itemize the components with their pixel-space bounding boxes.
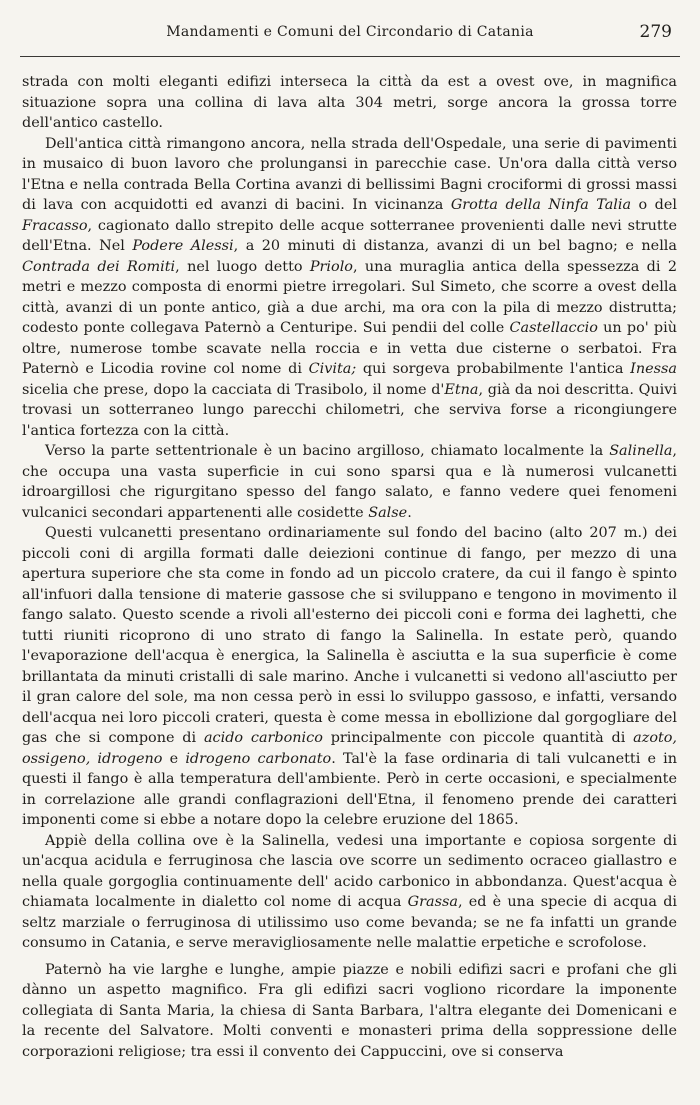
text-run: Appiè della collina ove è la Salinella, vedesi una importante e copiosa sorgente di un'acqua acidula e ferruginosa che lascia ove scorre un sedimento ocraceo giallastro e nella quale gorgoglia continuamente dell' acido carbonico in abbondanza. Quest'acqua è chiamata localmente in dialetto col nome di acqua bbox=[22, 832, 677, 910]
italic-term: acido carbonico bbox=[203, 730, 323, 746]
italic-term: Inessa bbox=[630, 361, 677, 377]
paragraph bbox=[22, 831, 677, 954]
text-run: , cagionato dallo strepito delle acque sotterranee provenienti dalle nevi strutte dell'Etna. Nel bbox=[22, 217, 677, 254]
text-run: , una muraglia antica della spessezza di 2 metri e mezzo composta di enormi pietre irregolari. Sul Simeto, che scorre a ovest della città, avanzi di un ponte antico, già a due archi, ma ora con la pila di mezzo distrutta; codesto ponte collegava Paternò a Centuripe. Sui pendii del colle bbox=[22, 258, 677, 336]
italic-term: Civita; bbox=[308, 361, 357, 377]
italic-term: Salinella bbox=[609, 443, 673, 459]
text-run: , già da noi descritta. Quivi trovasi un sotterraneo lungo parecchi chilometri, che serviva forse a ricongiungere l'antica fortezza con la città. bbox=[22, 381, 677, 439]
text-run: . Tal'è la fase ordinaria di tali vulcanetti e in questi il fango è alla temperatura dell'ambiente. Però in certe occasioni, e specialmente in correlazione alle grandi conflagrazioni dell'Etna, il fenomeno prende dei caratteri imponenti come si ebbe a notare dopo la celebre eruzione del 1865. bbox=[22, 750, 678, 828]
italic-term: Fracasso bbox=[22, 217, 88, 234]
italic-term: Salse bbox=[368, 504, 408, 521]
running-title: Mandamenti e Comuni del Circondario di Catania bbox=[166, 24, 534, 40]
running-header bbox=[22, 22, 678, 48]
text-run: , a 20 minuti di distanza, avanzi di un bel bagno; e nella bbox=[233, 238, 677, 254]
text-run: Dell'antica città rimangono ancora, nella strada dell'Ospedale, una serie di pavimenti in musaico di buon lavoro che prolungansi in parecchie case. Un'ora dalla città verso l'Etna e nella contrada Bella Cortina avanzi di bellissimi Bagni crociformi di grossi massi di lava con acquidotti ed avanzi di bacini. In vicinanza bbox=[22, 135, 677, 213]
text-run: principalmente con piccole quantità di bbox=[322, 730, 634, 746]
italic-term: Castellaccio bbox=[509, 320, 598, 336]
header-rule bbox=[20, 56, 680, 57]
paragraph bbox=[22, 134, 677, 442]
text-run: sicelia che prese, dopo la cacciata di Trasibolo, il nome d' bbox=[22, 381, 445, 398]
paragraph bbox=[22, 441, 677, 523]
italic-term: azoto, ossigeno, idrogeno bbox=[22, 730, 678, 767]
body-text bbox=[22, 72, 677, 1062]
text-run: Paternò ha vie larghe e lunghe, ampie piazze e nobili edifizi sacri e profani che gli dànno un aspetto magnifico. Fra gli edifizi sacri vogliono ricordare la imponente collegiata di Santa Maria, la chiesa di Santa Barbara, l'altra elegante dei Domenicani e la recente del Salvatore. Molti conventi e monasteri prima della soppressione delle corporazioni religiose; tra essi il convento dei Cappuccini, ove si conserva bbox=[22, 961, 677, 1060]
text-run: Questi vulcanetti presentano ordinariamente sul fondo del bacino (alto 207 m.) dei piccoli coni di argilla formati dalle deiezioni continue di fango, per mezzo di una apertura superiore che sta come in fondo ad un piccolo cratere, da cui il fango è spinto all'infuori dalla tensione di materie gassose che si sviluppano e tengono in movimento il fango salato. Questo scende a rivoli all'esterno dei piccoli coni e forma dei laghetti, che tutti riuniti ricoprono di uno strato di fango la Salinella. In estate però, quando l'evaporazione dell'acqua è energica, la Salinella è asciutta e la sua superficie è come brillantata da minuti cristalli di sale marino. Anche i vulcanetti si vedono all'asciutto per il gran calore del sole, ma non cessa però in essi lo sviluppo gassoso, e infatti, versando dell'acqua nei loro piccoli crateri, questa è come messa in ebollizione dal gorgogliare del gas che si compone di bbox=[22, 525, 677, 746]
paragraph bbox=[22, 72, 677, 134]
text-run: , nel luogo detto bbox=[175, 258, 310, 275]
paragraph bbox=[22, 523, 677, 831]
paragraph bbox=[22, 960, 677, 1063]
text-run: , che occupa una vasta superficie in cui sono sparsi qua e là numerosi vulcanetti idroargillosi che rigurgitano spesso del fango salato, e fanno vedere quei fenomeni vulcanici secondari appartenenti alle cosidette bbox=[22, 443, 677, 521]
text-run: Verso la parte settentrionale è un bacino argilloso, chiamato localmente la bbox=[45, 443, 610, 459]
text-run: , ed è una specie di acqua di seltz marziale o ferruginosa di utilissimo uso come bevanda; se ne fa infatti un grande consumo in Catania, e serve meravigliosamente nelle malattie erpetiche e scrofolose. bbox=[22, 894, 678, 951]
italic-term: Grotta della Ninfa Talia bbox=[450, 197, 632, 213]
text-run: strada con molti eleganti edifizi interseca la città da est a ovest ove, in magnifica situazione sopra una collina di lava alta 304 metri, sorge ancora la grossa torre dell'antico castello. bbox=[22, 74, 677, 131]
italic-term: Podere Alessi bbox=[132, 238, 234, 254]
italic-term: Priolo bbox=[309, 258, 353, 275]
text-run: o del bbox=[631, 197, 677, 213]
text-run: e bbox=[162, 750, 186, 767]
text-run: . bbox=[407, 504, 412, 521]
text-run: qui sorgeva probabilmente l'antica bbox=[356, 361, 631, 377]
italic-term: Etna bbox=[444, 381, 479, 398]
text-run: un po' più oltre, numerose tombe scavate nella roccia e in vetta due cisterne o serbatoi. Fra Paternò e Licodia rovine col nome di bbox=[22, 320, 677, 377]
italic-term: Contrada dei Romiti bbox=[22, 258, 176, 275]
page-number: 279 bbox=[639, 22, 672, 42]
italic-term: idrogeno carbonato bbox=[185, 750, 332, 767]
italic-term: Grassa bbox=[407, 894, 458, 910]
